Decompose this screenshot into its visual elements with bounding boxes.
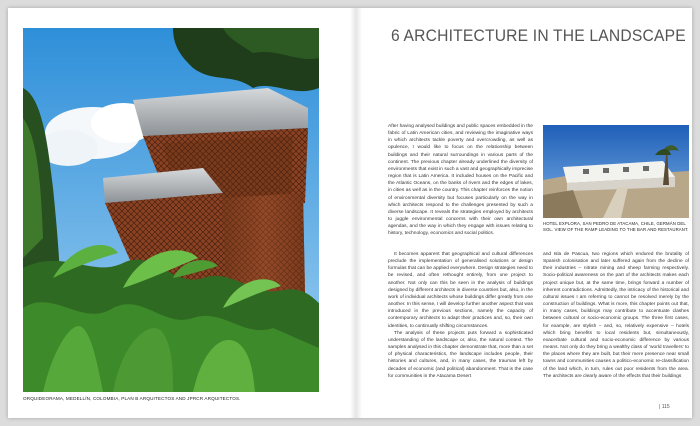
chapter-title: 6 ARCHITECTURE IN THE LANDSCAPE: [391, 26, 686, 45]
hotel-photo: [543, 125, 689, 218]
book-spread: [8, 8, 692, 418]
hotel-photo-caption: HOTEL EXPLORA, SAN PEDRO DE ATACAMA, CHILE, GERMÁN DEL SOL. VIEW OF THE RAMP LEADING TO THE BAR AND RESTAURANT.: [543, 221, 689, 232]
body-paragraph: It becomes apparent that geographical and cultural differences preclude the implementation of generalised solutions or design formulas that can be applied everywhere. Design strategies need to be revised, and often rethought entirely, from one project to another. Not only can this be seen in the analysis of buildings designed by different architects in diverse countries but, also, in the work of individual architects whose buildings differ greatly from one another. In this sense, I will develop further another aspect that was introduced in the previous sections, namely the capacity of contemporary architects to adapt their practices and, so, their own identities, to continually shifting circumstances.: [388, 252, 533, 329]
body-paragraph: The analysis of these projects puts forward a sophisticated understanding of the landscape or, also, the natural context. The samples analysed in this chapter demonstrate that, more than a set of physical characteristics, the landscape includes people, their histories and cultures, and, in many cases, the traumas left by decades of economic (and political) abandonment. That is the case for communities in the Atacama Desert: [388, 330, 533, 379]
main-photo-caption: ORQUIDEORAMA, MEDELLÍN, COLOMBIA, PLAN B ARQUITECTOS AND JPRCR ARQUITECTOS.: [23, 396, 241, 401]
text-column-2: [543, 251, 689, 380]
text-column-1-top: [388, 123, 533, 238]
body-paragraph: After having analysed buildings and public spaces embedded in the fabric of Latin American cities, and reviewing the imaginative ways in which architects tackle poverty and overcrowding, as well as opulence, I would like to focus on the relationship between buildings and their natural surroundings in various parts of the continent. The previous chapter already underlined the diversity of environments that exist in such a vast and geographically imprecise region that is Latin America. It included houses on the Pacific and the Atlantic Oceans, on the banks of rivers and the edges of lakes, in cities as well as in the country. This chapter reinforces the notion of environmental diversity but focuses particularly on the way in which architects respond to the challenges presented by such a diverse landscape. It reveals the strategies employed by architects to juggle environmental concerns with their own architectural agendas, and the way in which they engage with issues relating to history, technology, economics and social politics.: [388, 124, 533, 237]
book-gutter: [350, 8, 362, 418]
body-paragraph: and Isla de Pascua, two regions which endured the brutality of Spanish colonisation and later suffered again from the decline of their industries – nitrate mining and sheep farming respectively. Socio-political awareness on the part of the architects makes each project unique but, at the same time, brings forward a number of inherent contradictions. Admittedly, the intricacy of the historical and cultural issues I am referring to cannot be resolved merely by the construction of buildings. What is more, this chapter points out that, in many cases, buildings may contribute to accentuate clashes between cultural or socio-economic groups. The three first cases, for example, are stylish – and, so, relatively expensive – hotels which bring benefits to local residents but, simultaneously, exacerbate cultural and socio-economic difference by various means. Not only do they bring a wealthy class of ‘world travellers’ to the places where they are built, but their mere presence near small towns and communities causes a politico-economic re-classification of the land which, in turn, rules out poor residents from the area. The architects are clearly aware of the effects that their buildings: [543, 252, 689, 379]
main-photo: [23, 28, 319, 392]
page-number: | 115: [659, 404, 670, 410]
text-column-1-bottom: [388, 251, 533, 380]
